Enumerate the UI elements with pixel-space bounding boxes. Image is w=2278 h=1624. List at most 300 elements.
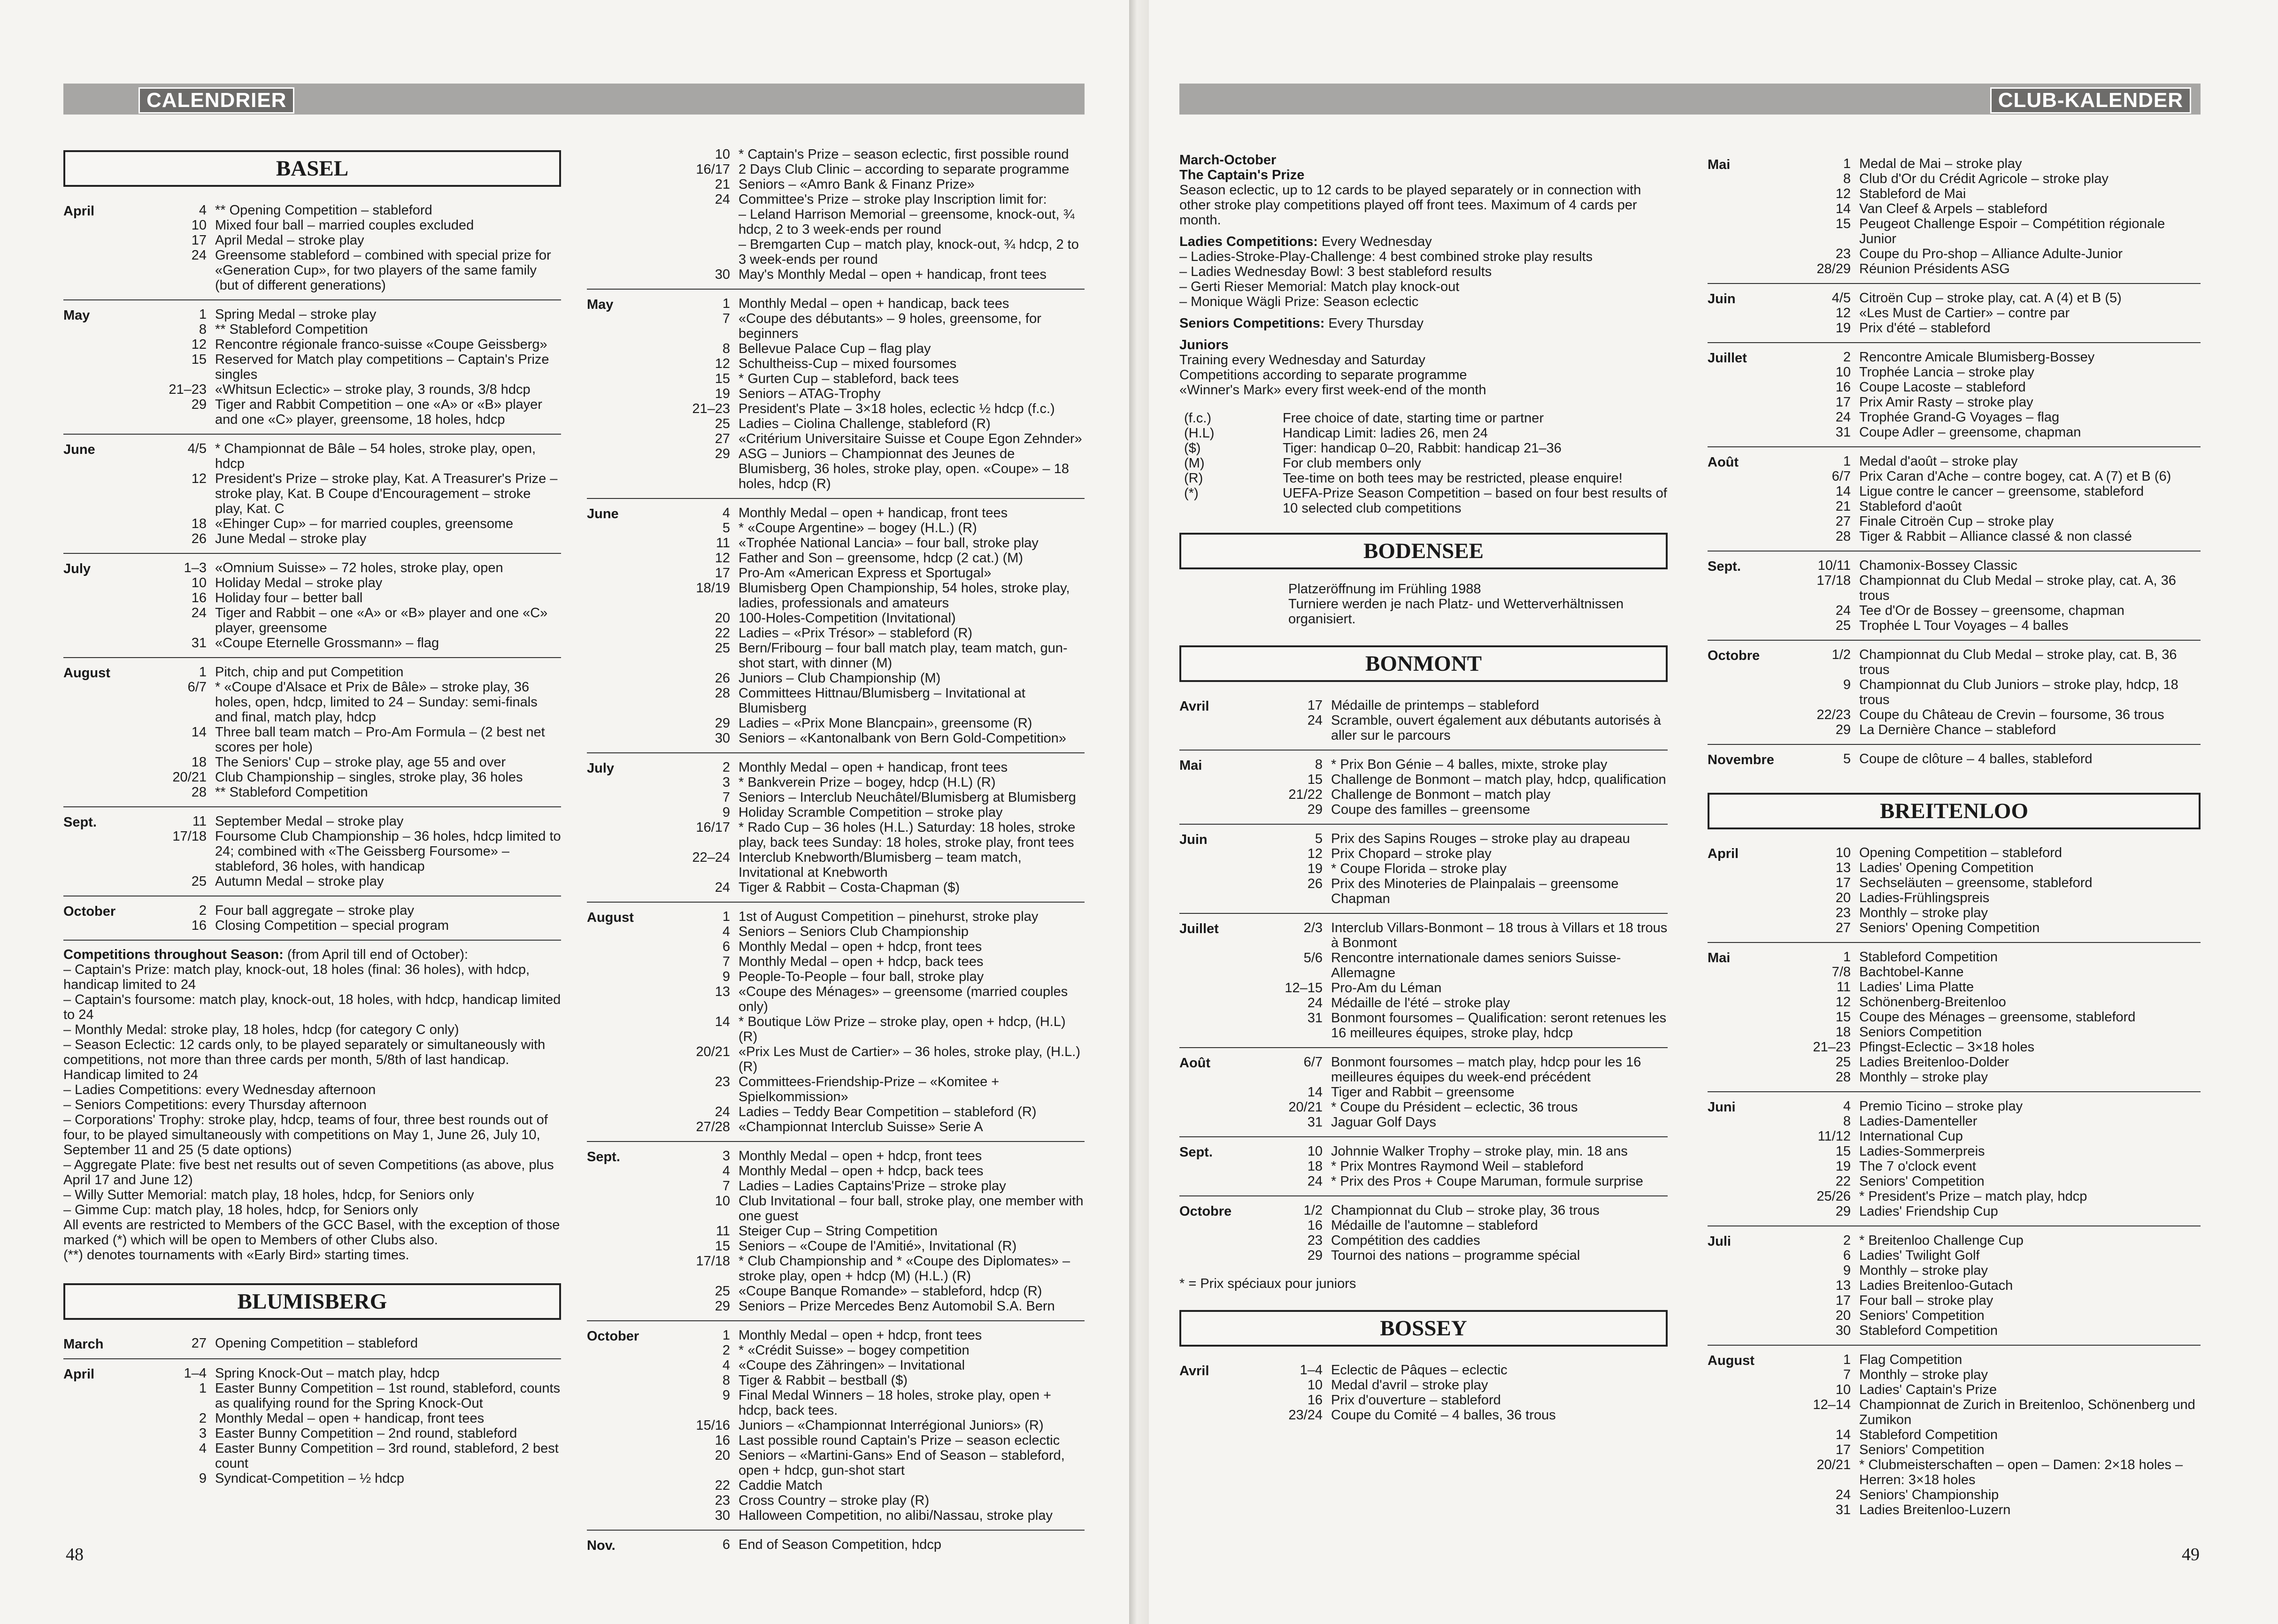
event-date: 19 bbox=[1307, 861, 1323, 876]
banner-label-right: CLUB-KALENDER bbox=[1990, 87, 2191, 114]
event-row bbox=[1785, 1174, 2201, 1189]
event-date: 16 bbox=[191, 918, 207, 933]
event-date: 10 bbox=[191, 575, 207, 590]
event-date: 17 bbox=[1835, 1442, 1851, 1457]
event-row bbox=[1257, 1248, 1668, 1263]
event-date: 20 bbox=[1835, 890, 1851, 905]
event-description: End of Season Competition, hdcp bbox=[739, 1537, 942, 1552]
event-date: 12–14 bbox=[1813, 1397, 1851, 1412]
event-description: «Prix Les Must de Cartier» – 36 holes, stroke play, (H.L.) (R) bbox=[739, 1044, 1080, 1074]
event-row bbox=[1785, 1502, 2201, 1517]
event-date: 25/26 bbox=[1816, 1189, 1851, 1204]
event-description: Prix Chopard – stroke play bbox=[1331, 846, 1492, 861]
left-page bbox=[0, 0, 1129, 1624]
event-date: 10 bbox=[1835, 845, 1851, 860]
event-date: 20/21 bbox=[1816, 1457, 1851, 1472]
event-row bbox=[1785, 1397, 2201, 1427]
venue-title-bodensee: BODENSEE bbox=[1179, 533, 1668, 569]
event-date: 31 bbox=[1307, 1115, 1323, 1130]
event-row bbox=[141, 307, 561, 322]
abbreviation-legend bbox=[1179, 411, 1668, 516]
event-description: Monthly Medal – open + handicap, front tees bbox=[739, 760, 1008, 775]
event-date: 23/24 bbox=[1288, 1408, 1323, 1423]
event-row bbox=[141, 903, 561, 918]
event-row bbox=[1785, 1323, 2201, 1338]
event-description: Ladies – «Prix Trésor» – stableford (R) bbox=[739, 626, 973, 641]
event-description: * Prix des Pros + Coupe Maruman, formule surprise bbox=[1331, 1174, 1643, 1189]
event-description: Ladies – Ladies Captains'Prize – stroke play bbox=[739, 1179, 1006, 1194]
event-row bbox=[1785, 469, 2201, 484]
event-date: 2 bbox=[199, 1411, 207, 1426]
event-row bbox=[141, 248, 561, 293]
event-date: 22 bbox=[715, 626, 730, 641]
event-description: Flag Competition bbox=[1859, 1352, 1962, 1367]
event-description: Sechseläuten – greensome, stableford bbox=[1859, 875, 2093, 890]
event-date: 29 bbox=[715, 446, 730, 461]
month-label: June bbox=[63, 442, 95, 457]
event-row bbox=[664, 671, 1085, 686]
event-description: Monthly Medal – open + hdcp, front tees bbox=[739, 1149, 982, 1164]
event-description: «Whitsun Eclectic» – stroke play, 3 rounds, 3/8 hdcp bbox=[215, 382, 531, 397]
abbreviation-meaning: Tiger: handicap 0–20, Rabbit: handicap 21–36 bbox=[1283, 441, 1562, 456]
event-description: Tiger and Rabbit Competition – one «A» or «B» player and one «C» player, greensome, 18 holes, hdcp bbox=[215, 397, 542, 427]
event-date: 4/5 bbox=[1832, 291, 1851, 306]
event-row bbox=[1785, 1308, 2201, 1323]
event-date: 29 bbox=[715, 1299, 730, 1314]
banner-label: CALENDRIER bbox=[139, 87, 294, 114]
event-description: Seniors – Seniors Club Championship bbox=[739, 924, 969, 939]
event-row bbox=[664, 1284, 1085, 1299]
event-date: 2/3 bbox=[1303, 920, 1323, 935]
season-heading: Competitions throughout Season: bbox=[63, 947, 284, 962]
event-date: 9 bbox=[199, 1471, 207, 1486]
event-description: Easter Bunny Competition – 2nd round, stableford bbox=[215, 1426, 517, 1441]
season-line: – Gimme Cup: match play, 18 holes, hdcp, for Seniors only bbox=[63, 1203, 418, 1218]
event-row bbox=[1785, 1248, 2201, 1263]
event-description: Finale Citroën Cup – stroke play bbox=[1859, 514, 2054, 529]
event-date: 4 bbox=[722, 1358, 730, 1373]
month-section bbox=[63, 303, 561, 435]
event-row bbox=[1785, 1278, 2201, 1293]
event-date: 1 bbox=[1843, 156, 1851, 171]
event-row bbox=[1785, 1487, 2201, 1502]
event-row bbox=[1785, 1263, 2201, 1278]
event-description: * «Crédit Suisse» – bogey competition bbox=[739, 1343, 970, 1358]
event-row bbox=[1785, 156, 2201, 171]
event-description: Medal d'août – stroke play bbox=[1859, 454, 2018, 469]
season-line: – Aggregate Plate: five best net results out of seven Competitions (as above, plus April 17 and June 12) bbox=[63, 1157, 554, 1187]
event-date: 6 bbox=[722, 1537, 730, 1552]
event-date: 7 bbox=[722, 1179, 730, 1194]
event-date: 21 bbox=[1835, 499, 1851, 514]
event-row bbox=[1785, 291, 2201, 306]
event-row bbox=[1257, 1203, 1668, 1218]
month-label: Sept. bbox=[587, 1149, 620, 1164]
event-row bbox=[664, 551, 1085, 566]
event-description: Medal d'avril – stroke play bbox=[1331, 1378, 1488, 1393]
abbreviation-key: (*) bbox=[1184, 486, 1199, 501]
event-date: 4 bbox=[722, 506, 730, 521]
event-date: 14 bbox=[1835, 1427, 1851, 1442]
event-description: * Rado Cup – 36 holes (H.L.) Saturday: 18 holes, stroke play, back tees Sunday: 18 holes, stroke play, front tees bbox=[739, 820, 1076, 850]
event-date: 17/18 bbox=[1816, 573, 1851, 588]
month-label: Mai bbox=[1708, 950, 1731, 965]
event-date: 10 bbox=[1835, 1382, 1851, 1397]
event-row bbox=[141, 829, 561, 874]
event-description: * Coupe du Président – eclectic, 36 trous bbox=[1331, 1100, 1578, 1115]
event-row bbox=[664, 1448, 1085, 1478]
event-date: 24 bbox=[1307, 713, 1323, 728]
event-description: Holiday four – better ball bbox=[215, 590, 363, 605]
event-date: 17 bbox=[1307, 698, 1323, 713]
event-description: Interclub Knebworth/Blumisberg – team match, Invitational at Knebworth bbox=[739, 850, 1022, 880]
event-date: 16 bbox=[1307, 1393, 1323, 1408]
event-row bbox=[664, 1418, 1085, 1433]
event-row bbox=[1785, 1427, 2201, 1442]
month-section bbox=[1708, 842, 2201, 943]
event-row bbox=[664, 686, 1085, 716]
event-date: 20/21 bbox=[172, 770, 207, 785]
event-row bbox=[664, 446, 1085, 491]
event-description: Last possible round Captain's Prize – season eclectic bbox=[739, 1433, 1060, 1448]
event-row bbox=[1257, 831, 1668, 846]
event-description: Steiger Cup – String Competition bbox=[739, 1224, 938, 1239]
event-row bbox=[664, 954, 1085, 969]
event-description: * «Coupe d'Alsace et Prix de Bâle» – stroke play, 36 holes, open, hdcp, limited to 24 – Sunday: semi-finals and final, match play, hdcp bbox=[215, 680, 538, 725]
event-description: Coupe du Comité – 4 balles, 36 trous bbox=[1331, 1408, 1556, 1423]
event-row bbox=[664, 1537, 1085, 1552]
event-row bbox=[1785, 980, 2201, 995]
event-row bbox=[664, 341, 1085, 356]
page-number-left: 48 bbox=[66, 1545, 84, 1564]
event-description: ** Opening Competition – stableford bbox=[215, 203, 432, 218]
event-description: Bachtobel-Kanne bbox=[1859, 965, 1964, 980]
event-row bbox=[1785, 573, 2201, 603]
season-lines bbox=[63, 962, 561, 1263]
event-row bbox=[1785, 484, 2201, 499]
event-row bbox=[1785, 618, 2201, 633]
season-line: – Captain's Prize: match play, knock-out, 18 holes (final: 36 holes), with hdcp, handicap limited to 24 bbox=[63, 962, 530, 992]
event-description: Pfingst-Eclectic – 3×18 holes bbox=[1859, 1040, 2035, 1055]
event-description: Jaguar Golf Days bbox=[1331, 1115, 1437, 1130]
event-date: 18 bbox=[1835, 1025, 1851, 1040]
event-description: Monthly Medal – open + handicap, front tees bbox=[739, 506, 1008, 521]
event-row bbox=[141, 605, 561, 636]
event-row bbox=[1785, 1442, 2201, 1457]
event-description: * Prix Montres Raymond Weil – stableford bbox=[1331, 1159, 1584, 1174]
event-date: 30 bbox=[1835, 1323, 1851, 1338]
event-row bbox=[1785, 321, 2201, 336]
event-description: Stableford Competition bbox=[1859, 1323, 1998, 1338]
month-label: April bbox=[1708, 846, 1739, 861]
event-row bbox=[1785, 860, 2201, 875]
event-date: 27 bbox=[191, 1336, 207, 1351]
event-description: Caddie Match bbox=[739, 1478, 823, 1493]
event-row bbox=[141, 874, 561, 889]
event-row bbox=[1257, 846, 1668, 861]
event-row bbox=[1785, 1144, 2201, 1159]
bossey-schedule-part2 bbox=[1708, 153, 2201, 774]
event-date: 29 bbox=[1307, 1248, 1323, 1263]
event-row bbox=[1785, 647, 2201, 677]
event-description: Father and Son – greensome, hdcp (2 cat.) (M) bbox=[739, 551, 1024, 566]
event-description: Prix Amir Rasty – stroke play bbox=[1859, 395, 2033, 410]
event-row bbox=[141, 471, 561, 516]
venue-title-bonmont: BONMONT bbox=[1179, 645, 1668, 682]
event-row bbox=[1257, 757, 1668, 772]
event-description: Ligue contre le cancer – greensome, stableford bbox=[1859, 484, 2144, 499]
event-date: 1/2 bbox=[1832, 647, 1851, 662]
event-description: Seniors' Competition bbox=[1859, 1174, 1985, 1189]
event-row bbox=[1785, 171, 2201, 186]
event-description: Réunion Présidents ASG bbox=[1859, 261, 2010, 276]
event-description: Ladies – Ciolina Challenge, stableford (R) bbox=[739, 416, 991, 431]
month-label: Mai bbox=[1179, 758, 1202, 773]
event-description: – Bremgarten Cup – match play, knock-out, ¾ hdcp, 2 to 3 week-ends per round bbox=[739, 237, 1079, 267]
event-row bbox=[1257, 1011, 1668, 1041]
event-date: 15 bbox=[715, 1239, 730, 1254]
event-date: 17 bbox=[1835, 1293, 1851, 1308]
event-row bbox=[1785, 1293, 2201, 1308]
event-row bbox=[1257, 861, 1668, 876]
event-date: 3 bbox=[722, 775, 730, 790]
event-row bbox=[664, 1179, 1085, 1194]
event-row bbox=[1785, 1040, 2201, 1055]
event-date: 7 bbox=[722, 954, 730, 969]
event-date: 2 bbox=[722, 1343, 730, 1358]
event-row bbox=[664, 566, 1085, 581]
event-date: 10 bbox=[191, 218, 207, 233]
event-row bbox=[664, 1358, 1085, 1373]
event-row bbox=[1257, 1233, 1668, 1248]
event-description: Juniors – Club Championship (M) bbox=[739, 671, 941, 686]
event-date: 21–23 bbox=[692, 401, 730, 416]
bonmont-footnote: * = Prix spéciaux pour juniors bbox=[1179, 1276, 1356, 1291]
event-description: Autumn Medal – stroke play bbox=[215, 874, 384, 889]
event-date: 23 bbox=[1835, 905, 1851, 920]
event-row bbox=[664, 626, 1085, 641]
event-description: Coupe des Ménages – greensome, stableford bbox=[1859, 1010, 2136, 1025]
event-row bbox=[1785, 365, 2201, 380]
event-description: Rencontre Amicale Blumisberg-Bossey bbox=[1859, 350, 2095, 365]
month-label: August bbox=[1708, 1353, 1755, 1368]
event-description: Ladies' Friendship Cup bbox=[1859, 1204, 1998, 1219]
event-row bbox=[1785, 1457, 2201, 1487]
event-description: International Cup bbox=[1859, 1129, 1963, 1144]
event-date: 5 bbox=[1843, 751, 1851, 766]
event-description: Club d'Or du Crédit Agricole – stroke play bbox=[1859, 171, 2109, 186]
month-section bbox=[587, 756, 1085, 903]
event-date: 31 bbox=[1835, 1502, 1851, 1517]
event-date: 26 bbox=[715, 671, 730, 686]
event-description: Monthly – stroke play bbox=[1859, 1070, 1988, 1085]
event-description: * Championnat de Bâle – 54 holes, stroke play, open, hdcp bbox=[215, 441, 536, 471]
event-date: 3 bbox=[199, 1426, 207, 1441]
event-date: 15 bbox=[1835, 1144, 1851, 1159]
season-line: – Corporations' Trophy: stroke play, hdcp, teams of four, three best rounds out of four, to be played simultaneously with competitions on May 1, June 26, July 10, September 11 and 25 (5 date options) bbox=[63, 1112, 548, 1157]
venue-title-breitenloo: BREITENLOO bbox=[1708, 793, 2201, 829]
month-label: July bbox=[63, 561, 91, 576]
event-date: 6 bbox=[1843, 1248, 1851, 1263]
event-row bbox=[1785, 1204, 2201, 1219]
event-date: 18 bbox=[1307, 1159, 1323, 1174]
month-section bbox=[63, 1332, 561, 1359]
event-description: «Championnat Interclub Suisse» Serie A bbox=[739, 1119, 983, 1134]
month-label: October bbox=[587, 1329, 639, 1344]
event-date: 27/28 bbox=[696, 1119, 730, 1134]
event-description: Ladies' Captain's Prize bbox=[1859, 1382, 1997, 1397]
event-date: 20/21 bbox=[1288, 1100, 1323, 1115]
event-date: 6/7 bbox=[1832, 469, 1851, 484]
event-row bbox=[664, 1508, 1085, 1523]
event-row bbox=[141, 1366, 561, 1381]
event-description: Pitch, chip and put Competition bbox=[215, 665, 404, 680]
event-date: 23 bbox=[715, 1493, 730, 1508]
event-row bbox=[1257, 772, 1668, 787]
juniors-heading: Juniors bbox=[1179, 337, 1229, 352]
event-row bbox=[1785, 905, 2201, 920]
month-section bbox=[1708, 153, 2201, 284]
event-description: Monthly Medal – open + hdcp, back tees bbox=[739, 1164, 984, 1179]
seniors-heading: Seniors Competitions: bbox=[1179, 316, 1325, 331]
event-row bbox=[1785, 707, 2201, 722]
event-date: 22/23 bbox=[1816, 707, 1851, 722]
event-date: 7 bbox=[722, 790, 730, 805]
event-row bbox=[1785, 454, 2201, 469]
event-date: 1 bbox=[722, 296, 730, 311]
event-row bbox=[1785, 920, 2201, 935]
month-label: Octobre bbox=[1708, 648, 1760, 663]
event-date: 28 bbox=[715, 686, 730, 701]
event-row bbox=[664, 760, 1085, 775]
event-row bbox=[1257, 1144, 1668, 1159]
event-date: 19 bbox=[1835, 321, 1851, 336]
event-row bbox=[1785, 1159, 2201, 1174]
event-description: Committee's Prize – stroke play Inscription limit for: bbox=[739, 192, 1047, 207]
ladies-lines bbox=[1179, 249, 1668, 309]
event-date: 8 bbox=[1843, 171, 1851, 186]
season-line: – Monthly Medal: stroke play, 18 holes, hdcp (for category C only) bbox=[63, 1022, 459, 1037]
month-section bbox=[587, 905, 1085, 1142]
event-date: 12 bbox=[191, 337, 207, 352]
juniors-line: Competitions according to separate programme bbox=[1179, 368, 1467, 383]
event-description: Ladies-Frühlingspreis bbox=[1859, 890, 1990, 905]
calendar-banner bbox=[63, 84, 1085, 115]
event-row bbox=[141, 770, 561, 785]
event-description: Médaille de printemps – stableford bbox=[1331, 698, 1539, 713]
event-date: 24 bbox=[1835, 603, 1851, 618]
event-date: 24 bbox=[1835, 1487, 1851, 1502]
month-section bbox=[587, 502, 1085, 753]
event-description: Van Cleef & Arpels – stableford bbox=[1859, 201, 2047, 216]
event-row bbox=[141, 1441, 561, 1471]
event-description: Ladies Breitenloo-Luzern bbox=[1859, 1502, 2011, 1517]
event-description: The 7 o'clock event bbox=[1859, 1159, 1976, 1174]
event-date: 9 bbox=[1843, 677, 1851, 692]
event-description: Médaille de l'été – stroke play bbox=[1331, 996, 1510, 1011]
event-description: Monthly – stroke play bbox=[1859, 1367, 1988, 1382]
event-date: 1 bbox=[722, 1328, 730, 1343]
event-row bbox=[141, 680, 561, 725]
event-row bbox=[664, 296, 1085, 311]
event-description: Seniors – Prize Mercedes Benz Automobil S.A. Bern bbox=[739, 1299, 1055, 1314]
event-row bbox=[1785, 1010, 2201, 1025]
event-description: Club Invitational – four ball, stroke play, one member with one guest bbox=[739, 1194, 1084, 1224]
event-description: Mixed four ball – married couples excluded bbox=[215, 218, 474, 233]
event-description: Championnat du Club Medal – stroke play, cat. B, 36 trous bbox=[1859, 647, 2177, 677]
month-label: May bbox=[63, 308, 90, 323]
event-description: Closing Competition – special program bbox=[215, 918, 449, 933]
event-row bbox=[1257, 981, 1668, 996]
event-row bbox=[1785, 1233, 2201, 1248]
juniors-line: Training every Wednesday and Saturday bbox=[1179, 352, 1425, 368]
month-section bbox=[587, 1145, 1085, 1321]
event-row bbox=[141, 337, 561, 352]
event-description: President's Plate – 3×18 holes, eclectic ½ hdcp (f.c.) bbox=[739, 401, 1055, 416]
event-row bbox=[141, 814, 561, 829]
event-description: Stableford Competition bbox=[1859, 1427, 1998, 1442]
month-label: Octobre bbox=[1179, 1204, 1232, 1219]
event-description: Rencontre internationale dames seniors Suisse-Allemagne bbox=[1331, 950, 1621, 981]
event-date: 14 bbox=[1835, 484, 1851, 499]
event-date: 12 bbox=[715, 551, 730, 566]
abbreviation-meaning: Tee-time on both tees may be restricted, please enquire! bbox=[1283, 471, 1623, 486]
month-section bbox=[1708, 287, 2201, 343]
event-date: 12–15 bbox=[1285, 981, 1323, 996]
season-line: – Captain's foursome: match play, knock-out, 18 holes, with hdcp, handicap limited to 24 bbox=[63, 992, 561, 1022]
event-row bbox=[664, 371, 1085, 386]
page-number-right: 49 bbox=[2182, 1545, 2200, 1564]
event-date: 19 bbox=[1835, 1159, 1851, 1174]
column-general-bodensee-bonmont-bossey bbox=[1179, 153, 1668, 1432]
event-date: 15 bbox=[191, 352, 207, 367]
event-date: 4 bbox=[199, 203, 207, 218]
event-date: 20 bbox=[1835, 1308, 1851, 1323]
event-row bbox=[141, 590, 561, 605]
event-date: 24 bbox=[1835, 410, 1851, 425]
event-description: Tiger & Rabbit – bestball ($) bbox=[739, 1373, 908, 1388]
event-row bbox=[1785, 350, 2201, 365]
event-date: 1–4 bbox=[1300, 1363, 1323, 1378]
month-label: Août bbox=[1708, 455, 1739, 470]
event-date: 22–24 bbox=[692, 850, 730, 865]
intro-line: The Captain's Prize bbox=[1179, 168, 1305, 183]
event-description: Holiday Scramble Competition – stroke play bbox=[739, 805, 1003, 820]
event-row bbox=[664, 1343, 1085, 1358]
event-row bbox=[1257, 1055, 1668, 1085]
month-label: April bbox=[63, 204, 95, 219]
event-description: Chamonix-Bossey Classic bbox=[1859, 558, 2017, 573]
month-label: Mai bbox=[1708, 157, 1731, 172]
event-date: 18/19 bbox=[696, 581, 730, 596]
event-description: Challenge de Bonmont – match play, hdcp, qualification bbox=[1331, 772, 1666, 787]
event-date: 20/21 bbox=[696, 1044, 730, 1059]
event-date: 1 bbox=[1843, 950, 1851, 965]
event-row bbox=[1785, 410, 2201, 425]
event-row bbox=[1785, 261, 2201, 276]
event-row bbox=[1785, 1099, 2201, 1114]
event-description: Coupe Lacoste – stableford bbox=[1859, 380, 2026, 395]
event-description: «Coupe des débutants» – 9 holes, greensome, for beginners bbox=[739, 311, 1041, 341]
intro-line: Season eclectic, up to 12 cards to be played separately or in connection with other stroke play competitions played off front tees. Maximum of 4 cards per month. bbox=[1179, 183, 1641, 228]
event-description: Schönenberg-Breitenloo bbox=[1859, 995, 2006, 1010]
event-description: Interclub Villars-Bonmont – 18 trous à Villars et 18 trous à Bonmont bbox=[1331, 920, 1668, 950]
event-row bbox=[1785, 380, 2201, 395]
event-row bbox=[1785, 603, 2201, 618]
event-description: Cross Country – stroke play (R) bbox=[739, 1493, 930, 1508]
event-description: Compétition des caddies bbox=[1331, 1233, 1480, 1248]
event-date: 14 bbox=[1835, 201, 1851, 216]
